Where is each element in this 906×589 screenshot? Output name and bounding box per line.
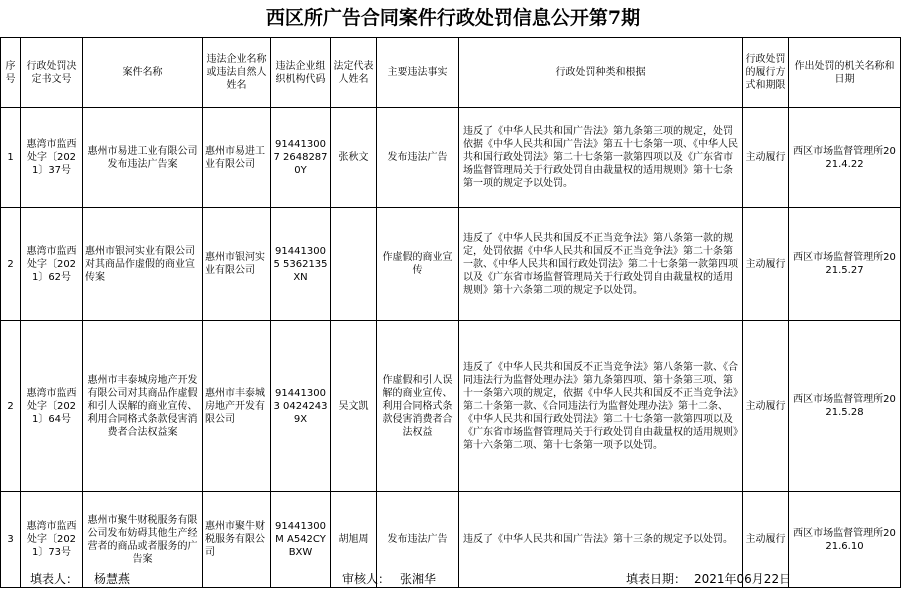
cell-org-code: 91441300M A542CYBXW: [271, 492, 331, 588]
reviewer-label: 审核人：: [342, 572, 391, 586]
cell-case-name: 惠州市丰泰城房地产开发有限公司对其商品作虚假和引人误解的商业宣传、利用合同格式条款侵害消费者合法权益案: [83, 321, 203, 492]
cell-facts: 发布违法广告: [377, 492, 459, 588]
cell-doc-no: 惠湾市监西处字〔2021〕73号: [21, 492, 83, 588]
cell-doc-no: 惠湾市监西处字〔2021〕64号: [21, 321, 83, 492]
date-label: 填表日期：: [626, 572, 687, 586]
filler-name: 杨慧燕: [94, 572, 131, 586]
cell-seq: 1: [1, 108, 21, 208]
col-header-authority: 作出处罚的机关名称和日期: [789, 38, 901, 108]
table-row: [1, 108, 901, 208]
col-header-basis: 行政处罚种类和根据: [459, 38, 743, 108]
cell-facts: 作虚假和引人误解的商业宣传、利用合同格式条款侵害消费者合法权益: [377, 321, 459, 492]
cell-facts: 作虚假的商业宣传: [377, 208, 459, 321]
cell-org-code: 914413007 26482870Y: [271, 108, 331, 208]
cell-seq: 2: [1, 321, 21, 492]
page-title: 西区所广告合同案件行政处罚信息公开第7期: [265, 7, 641, 29]
col-header-org-code: 违法企业组织机构代码: [271, 38, 331, 108]
cell-authority: 西区市场监督管理所2021.6.10: [789, 492, 901, 588]
col-header-party: 违法企业名称或违法自然人姓名: [203, 38, 271, 108]
cell-authority: 西区市场监督管理所2021.5.27: [789, 208, 901, 321]
cell-basis: 违反了《中华人民共和国反不正当竞争法》第八条第一款、《合同违法行为监督处理办法》第九条第四项、第十条第三项、第十一条第六项的规定，依据《中华人民共和国反不正当竞争法》第二十条第一款、《合同违法行为监督处理办法》第十二条、《中华人民共和国行政处罚法》第二十七条第一款第四项以及《广东省市场监督管理局关于行政处罚自由裁量权的适用规则》第十六条第二项、第十七条第一项予以处罚。: [459, 321, 743, 492]
header-row: [1, 38, 901, 108]
col-header-execution: 行政处罚的履行方式和期限: [743, 38, 789, 108]
col-header-seq: 序号: [1, 38, 21, 108]
cell-basis: 违反了《中华人民共和国反不正当竞争法》第八条第一款的规定，处罚依据《中华人民共和国反不正当竞争法》第二十条第一款、《中华人民共和国行政处罚法》第二十七条第一款第四项以及《广东省市场监督管理局关于行政处罚自由裁量权的适用规则》第十六条第二项的规定予以处罚。: [459, 208, 743, 321]
footer: [0, 569, 906, 589]
col-header-case-name: 案件名称: [83, 38, 203, 108]
cell-party: 惠州市聚牛财税服务有限公司: [203, 492, 271, 588]
cell-doc-no: 惠湾市监西处字〔2021〕37号: [21, 108, 83, 208]
col-header-doc-no: 行政处罚决定书文号: [21, 38, 83, 108]
cell-case-name: 惠州市聚牛财税服务有限公司发布妨碍其他生产经营者的商品或者服务的广告案: [83, 492, 203, 588]
col-header-facts: 主要违法事实: [377, 38, 459, 108]
table-row: [1, 208, 901, 321]
cell-execution: 主动履行: [743, 492, 789, 588]
cell-basis: 违反了《中华人民共和国广告法》第十三条的规定予以处罚。: [459, 492, 743, 588]
cell-authority: 西区市场监督管理所2021.5.28: [789, 321, 901, 492]
cell-seq: 3: [1, 492, 21, 588]
cell-facts: 发布违法广告: [377, 108, 459, 208]
cell-org-code: 914413003 04242439X: [271, 321, 331, 492]
date-value: 2021年06月22日: [694, 572, 792, 586]
cell-party: 惠州市丰泰城房地产开发有限公司: [203, 321, 271, 492]
col-header-legal-rep: 法定代表人姓名: [331, 38, 377, 108]
cell-party: 惠州市易进工业有限公司: [203, 108, 271, 208]
cell-seq: 2: [1, 208, 21, 321]
table-row: [1, 321, 901, 492]
cell-party: 惠州市银河实业有限公司: [203, 208, 271, 321]
cell-authority: 西区市场监督管理所2021.4.22: [789, 108, 901, 208]
reviewer-name: 张湘华: [400, 572, 437, 586]
cell-legal-rep: 吴文凯: [331, 321, 377, 492]
cell-basis: 违反了《中华人民共和国广告法》第九条第三项的规定，处罚依据《中华人民共和国广告法》第五十七条第一项、《中华人民共和国行政处罚法》第二十七条第一款第四项以及《广东省市场监督管理局关于行政处罚自由裁量权的适用规则》第十七条第一项的规定予以处罚。: [459, 108, 743, 208]
cell-legal-rep: 张秋文: [331, 108, 377, 208]
cell-execution: 主动履行: [743, 321, 789, 492]
cell-doc-no: 惠湾市监西处字〔2021〕62号: [21, 208, 83, 321]
cell-case-name: 惠州市银河实业有限公司对其商品作虚假的商业宣传案: [83, 208, 203, 321]
filler-label: 填表人：: [30, 572, 79, 586]
cell-legal-rep: [331, 208, 377, 321]
cell-execution: 主动履行: [743, 208, 789, 321]
cell-case-name: 惠州市易进工业有限公司发布违法广告案: [83, 108, 203, 208]
cell-org-code: 914413005 5362135XN: [271, 208, 331, 321]
cell-legal-rep: 胡旭周: [331, 492, 377, 588]
cell-execution: 主动履行: [743, 108, 789, 208]
penalty-table: [0, 37, 901, 588]
